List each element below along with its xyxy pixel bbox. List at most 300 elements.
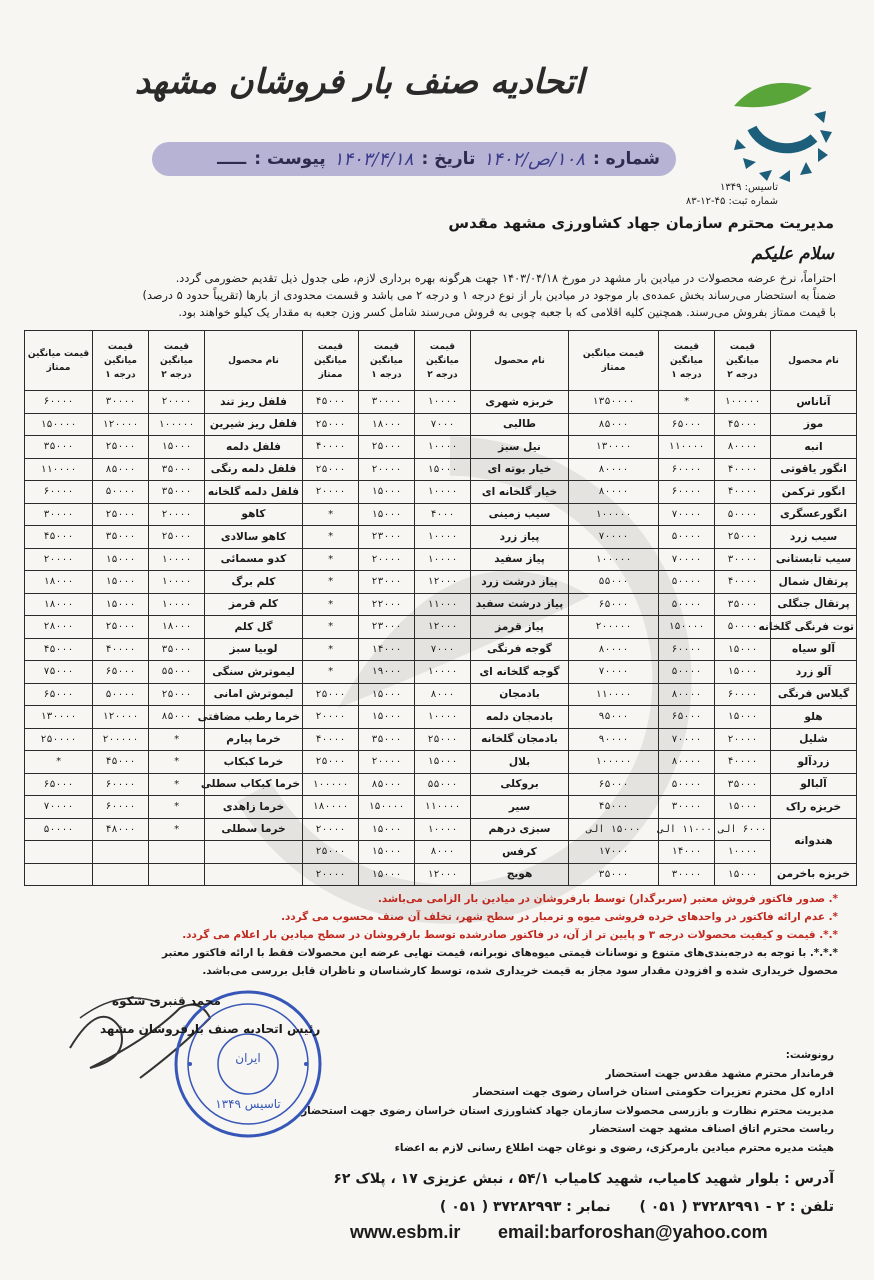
product-name: هویج [471,863,569,886]
price-premium: ۶۵۰۰۰ [569,773,659,796]
empty-cell [205,841,303,864]
price-grade1: ۱۱۰۰۰۰ [659,436,715,459]
price-premium: ۸۵۰۰۰ [569,413,659,436]
registration-number: شماره ثبت: ۴۵-۱۲-۸۳ [685,196,778,207]
price-grade1: ۱۵۰۰۰ [359,683,415,706]
price-grade1: ۵۰۰۰۰ [659,593,715,616]
product-name: پیاز درشت زرد [471,571,569,594]
price-grade1: ۵۰۰۰۰ [659,526,715,549]
price-premium: ۵۰۰۰۰ [25,818,93,841]
price-grade1: * [659,391,715,414]
price-premium: ۱۰۰۰۰۰ [569,548,659,571]
price-grade1: ۶۵۰۰۰ [659,413,715,436]
product-name: گوجه گلخانه ای [471,661,569,684]
letter-body [36,270,836,321]
price-grade1: ۶۰۰۰۰ [93,796,149,819]
column-header: نام محصول [771,331,857,391]
price-grade2: ۱۰۰۰۰۰ [149,413,205,436]
product-name: خرما پیارم [205,728,303,751]
price-grade1: ۱۵۰۰۰ [359,481,415,504]
product-name: کاهو سالادی [205,526,303,549]
product-name: آناناس [771,391,857,414]
price-grade2: * [149,728,205,751]
price-premium: ۲۰۰۰۰ [303,818,359,841]
price-premium: ۴۵۰۰۰ [25,526,93,549]
attachment-value: ـــــ [217,149,247,169]
price-grade1: ۱۴۰۰۰ [659,841,715,864]
date-label: تاریخ : [421,149,476,169]
product-name: فلفل دلمه [205,436,303,459]
price-premium: ۴۰۰۰۰ [303,436,359,459]
product-name: انگور ترکمن [771,481,857,504]
price-grade2: ۳۵۰۰۰ [149,638,205,661]
phone: تلفن : ۲ - ۳۷۲۸۲۹۹۱ ( ۰۵۱ ) [639,1199,834,1215]
product-name: کاهو [205,503,303,526]
recipient: مدیریت محترم سازمان جهاد کشاورزی مشهد مقدس [448,214,834,232]
price-grade2: ۶۰۰۰ الی [715,818,771,841]
number-value: ۱۰۸/ص/۱۴۰۲ [483,148,585,170]
product-name: هلو [771,706,857,729]
table-row [25,706,857,729]
price-premium: ۶۵۰۰۰ [25,773,93,796]
price-grade2: ۱۰۰۰۰ [149,593,205,616]
product-name: بادمجان گلخانه [471,728,569,751]
table-row [25,683,857,706]
price-premium: ۲۵۰۰۰ [303,841,359,864]
product-name: فلفل دلمه گلخانه [205,481,303,504]
price-premium: ۲۰۰۰۰ [25,548,93,571]
price-grade2: ۱۵۰۰۰ [715,638,771,661]
price-premium: ۴۵۰۰۰ [569,796,659,819]
product-name: انگورعسگری [771,503,857,526]
price-premium: ۹۰۰۰۰ [569,728,659,751]
body-line: با قیمت ممتاز بفروش می‌رسند. همچنین کلیه اقلامی که با جعبه چوبی به فروش می‌رسند شامل کسر وزن جعبه به مقدار یک کیلو خواهند بود. [178,306,836,319]
product-name: بادمجان دلمه [471,706,569,729]
empty-cell [149,841,205,864]
price-grade2: * [149,796,205,819]
table-row [25,391,857,414]
price-grade1: ۲۲۰۰۰ [359,593,415,616]
price-premium: ۲۵۰۰۰ [303,413,359,436]
price-grade2: ۲۰۰۰۰ [149,503,205,526]
product-name: گوجه فرنگی [471,638,569,661]
product-name: بادمجان [471,683,569,706]
price-premium: ۳۵۰۰۰ [569,863,659,886]
product-name: خربزه راک [771,796,857,819]
price-grade1: ۱۵۰۰۰ [93,593,149,616]
price-premium: ۸۰۰۰۰ [569,638,659,661]
table-body [25,391,857,886]
price-grade2: * [149,773,205,796]
product-name: کلم قرمز [205,593,303,616]
price-premium: ۱۸۰۰۰ [25,593,93,616]
price-grade2: ۶۰۰۰۰ [715,683,771,706]
note-line: *. صدور فاکتور فروش معتبر (سربرگدار) توسط بارفروشان در میادین بار الزامی می‌باشد. [377,893,838,905]
price-grade1: ۵۰۰۰۰ [659,773,715,796]
price-grade2: ۸۰۰۰ [415,841,471,864]
price-premium: ۶۵۰۰۰ [25,683,93,706]
price-grade1: ۷۰۰۰۰ [659,503,715,526]
price-grade1: ۸۰۰۰۰ [659,683,715,706]
price-grade2: ۳۵۰۰۰ [715,773,771,796]
price-grade1: ۵۰۰۰۰ [93,683,149,706]
product-name: خیار بوته ای [471,458,569,481]
price-grade2: ۵۰۰۰۰ [715,503,771,526]
product-name: لیموترش امانی [205,683,303,706]
body-line: احتراماً، نرخ عرضه محصولات در میادین بار مشهد در مورخ ۱۴۰۳/۰۴/۱۸ جهت هرگونه بهره برداری لازم، طی جدول ذیل تقدیم حضورمی گردد. [175,272,836,285]
number-label: شماره : [592,149,660,169]
product-name: فلفل ریز تند [205,391,303,414]
svg-text:تاسیس ۱۳۴۹: تاسیس ۱۳۴۹ [215,1097,281,1111]
price-grade2: ۱۰۰۰۰ [415,436,471,459]
table-row [25,863,857,886]
price-grade1: ۲۳۰۰۰ [359,571,415,594]
note-line: محصول خریداری شده و افزودن مقدار سود مجاز به قیمت خریداری شده، توسط کارشناسان و ناظران قابل بررسی می‌باشد. [202,965,838,977]
price-grade1: ۳۰۰۰۰ [659,796,715,819]
price-premium: ۳۵۰۰۰ [25,436,93,459]
price-grade2: ۳۵۰۰۰ [149,458,205,481]
price-premium: ۲۵۰۰۰ [303,751,359,774]
signatory-title: رئیس اتحادیه صنف بارفروشان مشهد [100,1022,321,1036]
cc-item: ریاست محترم اتاق اصناف مشهد جهت استحضار [589,1123,834,1136]
price-grade2: ۳۵۰۰۰ [149,481,205,504]
price-grade1: ۱۹۰۰۰ [359,661,415,684]
price-grade1: ۱۲۰۰۰۰ [93,413,149,436]
price-grade2: ۱۲۰۰۰ [415,616,471,639]
price-premium: ۷۰۰۰۰ [25,796,93,819]
table-row [25,481,857,504]
product-name: سیب زمینی [471,503,569,526]
column-header: قیمت میانگین درجه ۱ [359,331,415,391]
price-premium: ۲۵۰۰۰۰ [25,728,93,751]
price-grade2: ۱۱۰۰۰۰ [415,796,471,819]
price-table [24,330,857,886]
price-premium: ۲۵۰۰۰ [303,683,359,706]
attachment-label: پیوست : [254,149,326,169]
price-grade1: ۶۰۰۰۰ [93,773,149,796]
cc-item: مدیریت محترم نظارت و بازرسی محصولات سازمان جهاد کشاورزی استان خراسان رضوی جهت استحضار [301,1104,834,1117]
empty-cell [205,863,303,886]
price-premium: ۲۰۰۰۰ [303,863,359,886]
product-name: خربزه شهری [471,391,569,414]
price-premium: ۱۰۰۰۰۰ [303,773,359,796]
price-premium: ۲۰۰۰۰۰ [569,616,659,639]
price-premium: * [303,638,359,661]
note-line: *. عدم ارائه فاکتور در واحدهای خرده فروشی میوه و ترمبار در سطح شهر، تخلف آن صنف محسوب می گردد. [281,911,838,923]
price-grade2: ۲۵۰۰۰ [149,526,205,549]
table-row [25,841,857,864]
price-premium: ۷۵۰۰۰ [25,661,93,684]
price-grade1: ۶۵۰۰۰ [93,661,149,684]
price-grade2: * [149,818,205,841]
note-line: *.*.*. با توجه به درجه‌بندی‌های متنوع و نوسانات قیمتی میوه‌های نوبرانه، قیمت نهایی عرضه این محصولات فقط با ارائه فاکتور معتبر [162,947,838,959]
price-grade2: ۱۰۰۰۰ [415,391,471,414]
price-premium: * [303,661,359,684]
price-premium: ۵۵۰۰۰ [569,571,659,594]
product-name: شلیل [771,728,857,751]
product-name: موز [771,413,857,436]
price-grade1: ۲۰۰۰۰ [359,751,415,774]
price-premium: ۳۰۰۰۰ [25,503,93,526]
empty-cell [149,863,205,886]
price-premium: ۲۰۰۰۰ [303,706,359,729]
svg-text:ایران: ایران [235,1051,261,1065]
price-grade1: ۲۳۰۰۰ [359,616,415,639]
phone-row [34,1196,834,1218]
cc-list [274,1046,834,1158]
price-premium: ۱۵۰۰۰۰ [25,413,93,436]
product-name: انگور یاقوتی [771,458,857,481]
footer-contact [34,1168,834,1218]
price-premium: ۱۸۰۰۰۰ [303,796,359,819]
table-row [25,616,857,639]
price-grade2: ۲۵۰۰۰ [715,526,771,549]
product-name: خرما کبکاب [205,751,303,774]
price-premium: ۹۵۰۰۰ [569,706,659,729]
price-premium: * [303,503,359,526]
price-grade2: ۲۰۰۰۰ [149,391,205,414]
price-premium: ۶۵۰۰۰ [569,593,659,616]
product-name: آلبالو [771,773,857,796]
price-grade1: ۱۵۰۰۰۰ [659,616,715,639]
price-grade2: * [149,751,205,774]
product-name: خرما رطب مضافتی [205,706,303,729]
product-name: انبه [771,436,857,459]
price-grade1: ۲۰۰۰۰ [359,458,415,481]
price-grade1: ۲۰۰۰۰ [359,548,415,571]
price-grade2: ۱۰۰۰۰۰ [715,391,771,414]
price-grade1: ۶۰۰۰۰ [659,458,715,481]
greeting: سلام علیکم [751,244,834,264]
table-header-row [25,331,857,391]
product-name: زردآلو [771,751,857,774]
price-grade2: ۴۰۰۰۰ [715,458,771,481]
product-name: سبزی درهم [471,818,569,841]
price-grade1: ۱۵۰۰۰ [359,841,415,864]
price-grade1: ۳۵۰۰۰ [93,526,149,549]
price-premium: * [303,526,359,549]
cc-item: هیئت مدیره محترم میادین بارمرکزی، رضوی و نوغان جهت اطلاع رسانی لازم به اعضاء [394,1141,834,1154]
product-name: خیار گلخانه ای [471,481,569,504]
price-grade2: ۱۵۰۰۰ [715,863,771,886]
price-grade1: ۲۵۰۰۰ [93,616,149,639]
price-grade1: ۵۰۰۰۰ [659,661,715,684]
price-grade2: ۱۰۰۰۰ [415,526,471,549]
price-grade2: ۱۰۰۰۰ [149,548,205,571]
column-header: نام محصول [471,331,569,391]
table-row [25,751,857,774]
price-grade1: ۱۵۰۰۰ [359,818,415,841]
price-grade2: ۲۰۰۰۰ [715,728,771,751]
price-grade1: ۱۵۰۰۰ [359,503,415,526]
price-grade1: ۷۰۰۰۰ [659,728,715,751]
price-grade2: ۱۲۰۰۰ [415,571,471,594]
union-name: اتحادیه صنف بار فروشان مشهد [134,62,584,102]
price-grade2: ۳۰۰۰۰ [715,548,771,571]
empty-cell [25,841,93,864]
price-grade2: ۴۰۰۰۰ [715,751,771,774]
price-premium: ۸۰۰۰۰ [569,458,659,481]
price-grade2: ۱۵۰۰۰ [149,436,205,459]
cc-item: فرماندار محترم مشهد مقدس جهت استحضار [605,1067,834,1080]
price-grade2: ۱۵۰۰۰ [715,796,771,819]
price-grade1: ۲۵۰۰۰ [93,503,149,526]
price-premium: * [303,616,359,639]
price-grade2: ۲۵۰۰۰ [415,728,471,751]
price-grade2: ۱۰۰۰۰ [415,706,471,729]
product-name: لیموترش سنگی [205,661,303,684]
product-name: خرما سطلی [205,818,303,841]
column-header: نام محصول [205,331,303,391]
table-row [25,818,857,841]
price-grade1: ۷۰۰۰۰ [659,548,715,571]
price-premium: ۱۳۰۰۰۰ [569,436,659,459]
product-name: لوبیا سبز [205,638,303,661]
table-row [25,661,857,684]
table-row [25,593,857,616]
empty-cell [93,841,149,864]
price-premium: ۲۰۰۰۰ [303,481,359,504]
price-grade1: ۱۵۰۰۰ [93,548,149,571]
fax: نمابر : ۳۷۲۸۲۹۹۳ ( ۰۵۱ ) [439,1199,611,1215]
body-line: ضمناً به استحضار می‌رساند بخش عمده‌ی بار موجود در میادین بار از نوع درجه ۱ و درجه ۲ می باشد و قسمت محدودی از بارها (تقریباً حدود ۵ درصد) [142,289,836,302]
product-name: سیر [471,796,569,819]
price-grade1: ۲۵۰۰۰ [93,436,149,459]
product-name: توت فرنگی گلخانه [771,616,857,639]
price-grade1: ۸۵۰۰۰ [359,773,415,796]
column-header: قیمت میانگین درجه ۱ [93,331,149,391]
price-grade1: ۱۵۰۰۰ [359,706,415,729]
product-name: پرتقال جنگلی [771,593,857,616]
price-grade1: ۳۰۰۰۰ [659,863,715,886]
price-grade2: ۷۰۰۰ [415,413,471,436]
union-logo-icon [694,58,844,188]
column-header: قیمت میانگین ممتاز [569,331,659,391]
price-grade1: ۵۰۰۰۰ [659,571,715,594]
price-grade2: ۵۵۰۰۰ [415,773,471,796]
price-grade2: ۱۵۰۰۰ [715,661,771,684]
price-premium: ۸۰۰۰۰ [569,481,659,504]
price-premium: * [303,571,359,594]
website-link[interactable]: www.esbm.ir [350,1222,461,1242]
price-premium: ۴۵۰۰۰ [25,638,93,661]
price-premium: ۱۷۰۰۰ [569,841,659,864]
price-grade1: ۱۵۰۰۰۰ [359,796,415,819]
price-grade2: ۷۰۰۰ [415,638,471,661]
price-grade2: ۸۵۰۰۰ [149,706,205,729]
product-name: آلو سیاه [771,638,857,661]
product-name: گیلاس فرنگی [771,683,857,706]
signatory-name: محمد قنبری شکوه [112,994,221,1008]
table-row [25,436,857,459]
price-grade1: ۶۰۰۰۰ [659,638,715,661]
price-grade1: ۳۰۰۰۰ [359,391,415,414]
notes [18,890,838,980]
price-premium: ۷۰۰۰۰ [569,661,659,684]
price-premium: * [303,593,359,616]
table-row [25,796,857,819]
price-grade1: ۲۰۰۰۰۰ [93,728,149,751]
empty-cell [93,863,149,886]
product-name: کدو مسمائی [205,548,303,571]
price-grade2: ۱۰۰۰۰ [415,661,471,684]
price-grade1: ۲۵۰۰۰ [359,436,415,459]
price-grade2: ۱۸۰۰۰ [149,616,205,639]
table-row [25,526,857,549]
table-row [25,638,857,661]
price-premium: * [25,751,93,774]
price-grade2: ۳۵۰۰۰ [715,593,771,616]
price-grade1: ۸۰۰۰۰ [659,751,715,774]
product-name: پیاز زرد [471,526,569,549]
price-grade1: ۱۵۰۰۰ [93,571,149,594]
price-grade1: ۶۰۰۰۰ [659,481,715,504]
table-row [25,548,857,571]
email-link[interactable]: email:barforoshan@yahoo.com [498,1222,768,1242]
column-header: قیمت میانگین درجه ۱ [659,331,715,391]
price-grade2: ۲۵۰۰۰ [149,683,205,706]
address: آدرس : بلوار شهید کامیاب، شهید کامیاب ۵۴/۱ ، نبش عزیزی ۱۷ ، پلاک ۶۲ [333,1171,834,1187]
product-name: پیاز درشت سفید [471,593,569,616]
product-name: طالبی [471,413,569,436]
founded-year: تاسیس: ۱۳۴۹ [719,182,778,193]
price-premium: ۱۱۰۰۰۰ [569,683,659,706]
price-grade2: ۱۰۰۰۰ [415,548,471,571]
price-premium: ۲۵۰۰۰ [303,458,359,481]
product-name: فلفل دلمه رنگی [205,458,303,481]
product-name: پیاز قرمز [471,616,569,639]
price-grade1: ۴۵۰۰۰ [93,751,149,774]
price-grade2: ۱۲۰۰۰ [415,863,471,886]
cc-item: اداره کل محترم تعزیرات حکومتی استان خراسان رضوی جهت استحضار [473,1086,834,1099]
price-grade2: ۴۰۰۰۰ [715,481,771,504]
product-name: خرما زاهدی [205,796,303,819]
column-header: قیمت میانگین ممتاز [303,331,359,391]
product-name: خربزه باخرمن [771,863,857,886]
price-grade1: ۶۵۰۰۰ [659,706,715,729]
price-grade2: ۸۰۰۰۰ [715,436,771,459]
product-name: کلم برگ [205,571,303,594]
price-grade2: ۵۵۰۰۰ [149,661,205,684]
note-line: *.*. قیمت و کیفیت محصولات درجه ۳ و پایین تر از آن، در فاکتور صادرشده توسط بارفروشان در سطح میادین بار اعلام می گردد. [182,929,838,941]
product-name: بلال [471,751,569,774]
table-row [25,571,857,594]
column-header: قیمت میانگین درجه ۲ [149,331,205,391]
price-grade2: ۸۰۰۰ [415,683,471,706]
price-grade1: ۱۸۰۰۰ [359,413,415,436]
price-premium: ۷۰۰۰۰ [569,526,659,549]
price-grade1: ۲۳۰۰۰ [359,526,415,549]
product-name: پیاز سفید [471,548,569,571]
price-premium: ۴۰۰۰۰ [303,728,359,751]
price-grade2: ۴۵۰۰۰ [715,413,771,436]
product-name: پرتقال شمال [771,571,857,594]
column-header: قیمت میانگین ممتاز [25,331,93,391]
table-row [25,728,857,751]
price-grade1: ۱۲۰۰۰۰ [93,706,149,729]
table-row [25,503,857,526]
price-premium: ۱۵۰۰۰ الی [569,818,659,841]
price-grade1: ۸۵۰۰۰ [93,458,149,481]
price-grade2: ۴۰۰۰۰ [715,571,771,594]
price-grade1: ۵۰۰۰۰ [93,481,149,504]
price-premium: ۱۳۰۰۰۰ [25,706,93,729]
reference-bar [152,142,676,176]
product-name: فلفل ریز شیرین [205,413,303,436]
product-name: خرما کبکاب سطلی [205,773,303,796]
price-grade1: ۱۱۰۰۰ الی [659,818,715,841]
price-grade2: ۱۰۰۰۰ [715,841,771,864]
